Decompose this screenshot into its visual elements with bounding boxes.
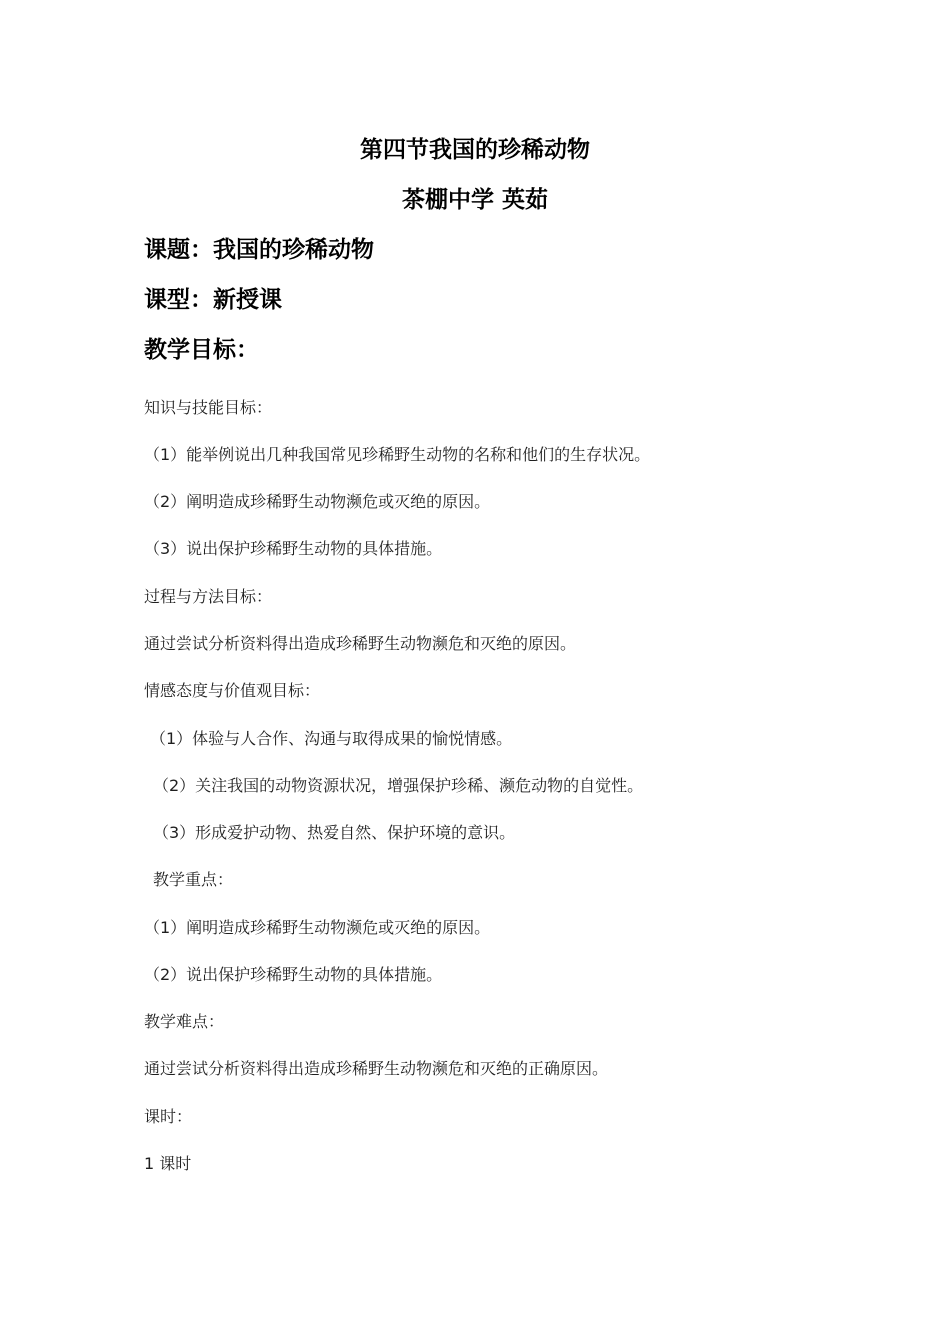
difficulty-text: 通过尝试分析资料得出造成珍稀野生动物濒危和灭绝的正确原因。 (144, 1059, 609, 1078)
lesson-type-heading: 课型：新授课 (144, 287, 282, 313)
emotion-item: （3）形成爱护动物、热爱自然、保护环境的意识。 (153, 823, 516, 842)
objectives-heading: 教学目标： (144, 337, 259, 363)
topic-heading: 课题：我国的珍稀动物 (144, 237, 374, 263)
key-points-heading: 教学重点： (153, 870, 234, 889)
process-heading: 过程与方法目标： (144, 587, 273, 606)
author-line: 茶棚中学 英茹 (401, 187, 548, 213)
hours-heading: 课时： (144, 1107, 193, 1126)
key-point-item: （2）说出保护珍稀野生动物的具体措施。 (144, 965, 443, 984)
emotion-item: （1）体验与人合作、沟通与取得成果的愉悦情感。 (150, 729, 513, 748)
process-text: 通过尝试分析资料得出造成珍稀野生动物濒危和灭绝的原因。 (144, 634, 577, 653)
knowledge-item: （2）阐明造成珍稀野生动物濒危或灭绝的原因。 (144, 492, 491, 511)
key-point-item: （1）阐明造成珍稀野生动物濒危或灭绝的原因。 (144, 918, 491, 937)
knowledge-item: （3）说出保护珍稀野生动物的具体措施。 (144, 539, 443, 558)
knowledge-item: （1）能举例说出几种我国常见珍稀野生动物的名称和他们的生存状况。 (144, 445, 651, 464)
hours-text: 1 课时 (144, 1154, 192, 1173)
document-title: 第四节我国的珍稀动物 (360, 137, 590, 163)
difficulty-heading: 教学难点： (144, 1012, 225, 1031)
emotion-heading: 情感态度与价值观目标： (144, 681, 321, 700)
knowledge-heading: 知识与技能目标： (144, 398, 273, 417)
emotion-item: （2）关注我国的动物资源状况，增强保护珍稀、濒危动物的自觉性。 (153, 776, 644, 795)
